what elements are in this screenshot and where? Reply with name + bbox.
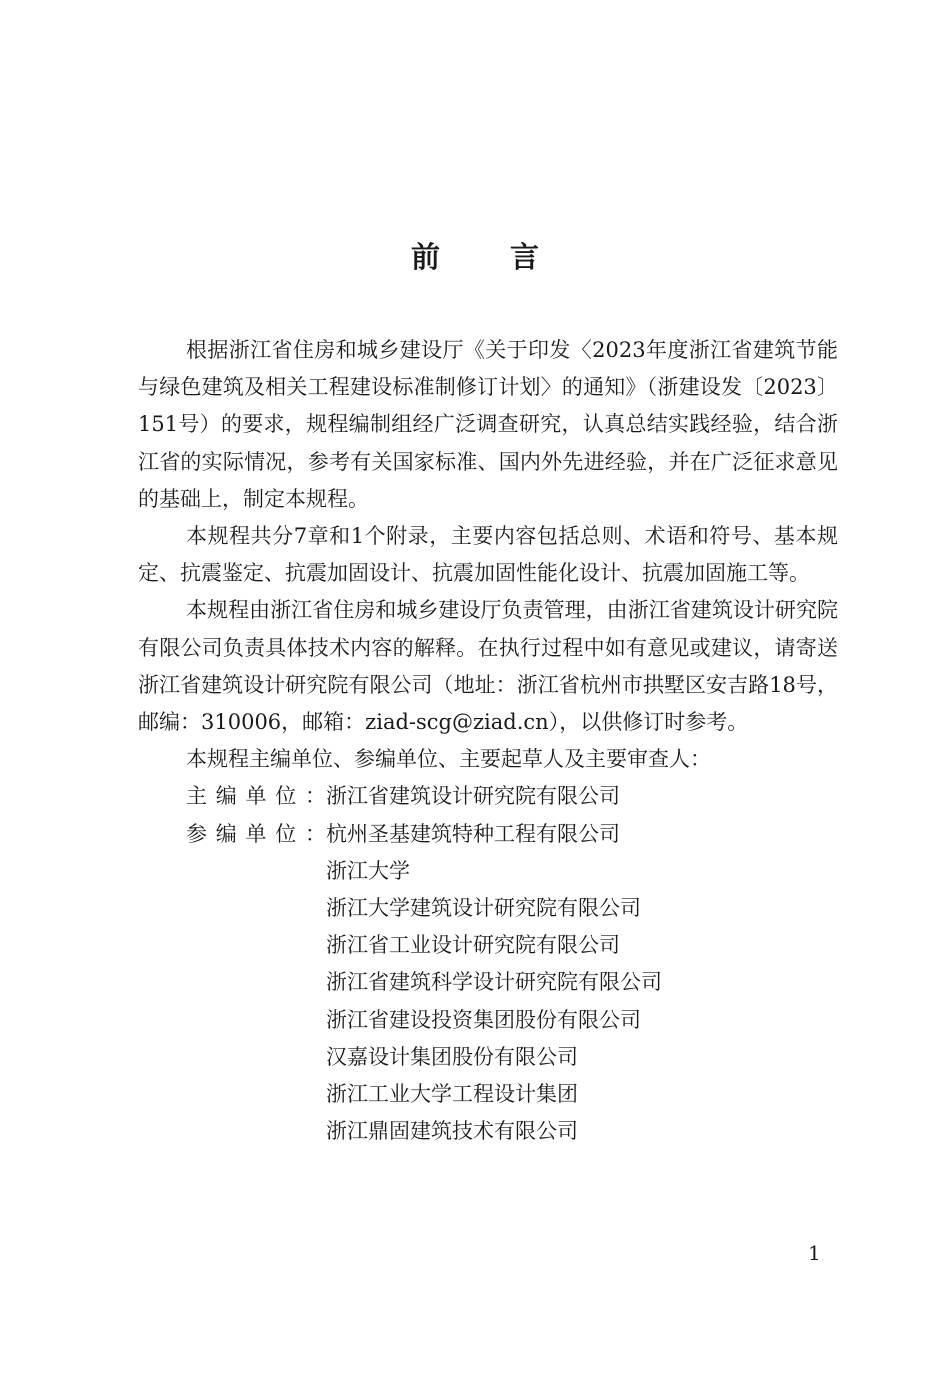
participating-unit-label: 参编单位：: [186, 821, 326, 846]
list-item: 浙江工业大学工程设计集团: [326, 1082, 578, 1107]
page-number: 1: [808, 1241, 821, 1265]
list-item: 浙江鼎固建筑技术有限公司: [326, 1119, 578, 1144]
paragraph-units-intro: 本规程主编单位、参编单位、主要起草人及主要审查人：: [186, 747, 711, 772]
page-title: 前言: [410, 240, 609, 275]
participating-unit-row: [138, 816, 838, 853]
list-item: 浙江省建设投资集团股份有限公司: [326, 1007, 641, 1032]
list-item: 浙江大学: [326, 858, 410, 883]
paragraph-management: 本规程由浙江省住房和城乡建设厅负责管理，由浙江省建筑设计研究院有限公司负责具体技术内容的解释。在执行过程中如有意见或建议，请寄送浙江省建筑设计研究院有限公司（地址：浙江省杭州市拱墅区安吉路18号，邮编：310006，邮箱：ziad-scg@ziad.cn），以供修订时参考。: [138, 598, 838, 735]
list-item: 汉嘉设计集团股份有限公司: [326, 1044, 578, 1069]
preface-body: [138, 332, 838, 1150]
paragraph-basis: 根据浙江省住房和城乡建设厅《关于印发〈2023年度浙江省建筑节能与绿色建筑及相关工程建设标准制修订计划〉的通知》（浙建设发〔2023〕151号）的要求，规程编制组经广泛调查研究，认真总结实践经验，结合浙江省的实际情况，参考有关国家标准、国内外先进经验，并在广泛征求意见的基础上，制定本规程。: [138, 338, 838, 511]
list-item: 浙江省工业设计研究院有限公司: [326, 933, 620, 958]
chief-unit-row: [138, 778, 838, 815]
paragraph-contents: 本规程共分7章和1个附录，主要内容包括总则、术语和符号、基本规定、抗震鉴定、抗震加固设计、抗震加固性能化设计、抗震加固施工等。: [138, 524, 838, 586]
participating-units-list: [138, 853, 838, 1151]
list-item: 浙江省建筑科学设计研究院有限公司: [326, 970, 662, 995]
participating-unit-first: 杭州圣基建筑特种工程有限公司: [326, 821, 620, 846]
chief-unit-label: 主编单位：: [186, 784, 326, 809]
list-item: 浙江大学建筑设计研究院有限公司: [326, 896, 641, 921]
chief-unit-value: 浙江省建筑设计研究院有限公司: [326, 784, 620, 809]
